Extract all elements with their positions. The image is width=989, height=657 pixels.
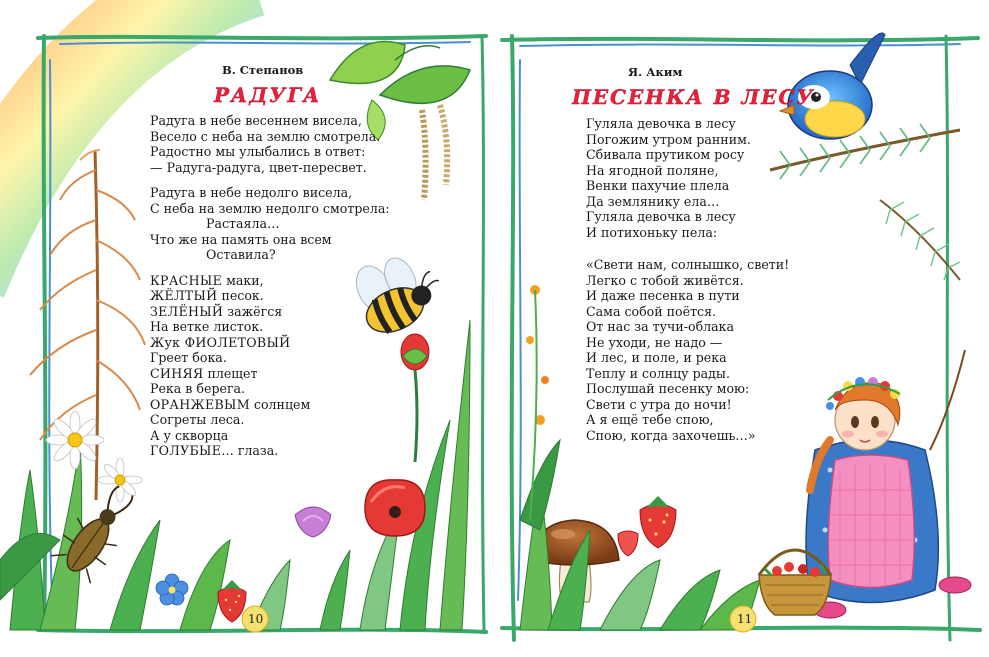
poem-line: Согреты леса. bbox=[150, 412, 245, 427]
left-poem-body bbox=[150, 113, 390, 459]
poem-line: Радуга в небе недолго висела, bbox=[150, 185, 353, 200]
poem-line: И лес, и поле, и река bbox=[586, 350, 727, 365]
poem-line: Весело с неба на землю смотрела. bbox=[150, 128, 381, 144]
poem-line: — Радуга-радуга, цвет-пересвет. bbox=[150, 159, 367, 175]
right-author: Я. Аким bbox=[628, 65, 683, 79]
poem-line: ГОЛУБЫЕ… глаза. bbox=[150, 443, 279, 458]
poem-line: Растаяла… bbox=[206, 216, 280, 231]
poem-line: Погожим утром ранним. bbox=[586, 131, 751, 147]
poem-line: Свети с утра до ночи! bbox=[586, 396, 732, 412]
poem-line: От нас за тучи-облака bbox=[586, 319, 735, 334]
poem-line: ОРАНЖЕВЫМ солнцем bbox=[150, 396, 311, 412]
poem-line: Послушай песенку мою: bbox=[586, 381, 750, 396]
poem-line: На ягодной поляне, bbox=[586, 162, 719, 178]
poem-line: Сбивала прутиком росу bbox=[586, 147, 745, 162]
poem-line: Теплу и солнцу рады. bbox=[586, 365, 730, 381]
left-author: В. Степанов bbox=[222, 63, 304, 77]
poem-line: Гуляла девочка в лесу bbox=[586, 209, 736, 224]
poem-line: Оставила? bbox=[206, 247, 276, 262]
page-number-left: 10 bbox=[248, 612, 264, 626]
sweet-pea-illustration bbox=[295, 507, 331, 537]
poem-line: Сама собой поётся. bbox=[586, 303, 717, 319]
poem-line: ЖЁЛТЫЙ песок. bbox=[150, 288, 264, 303]
spruce-branch-illustration bbox=[770, 124, 960, 280]
strawberry-illustration-2 bbox=[640, 496, 676, 548]
poem-line: СИНЯЯ плещет bbox=[150, 365, 258, 381]
poem-line: Что же на память она всем bbox=[150, 231, 332, 247]
poem-line: Греет бока. bbox=[150, 350, 227, 365]
right-poem-title: ПЕСЕНКА В ЛЕСУ bbox=[572, 85, 815, 109]
poem-line: И даже песенка в пути bbox=[586, 288, 740, 303]
poem-line: Река в берега. bbox=[150, 381, 246, 396]
poem-line: Радостно мы улыбались в ответ: bbox=[150, 144, 366, 159]
poem-line: Жук ФИОЛЕТОВЫЙ bbox=[150, 334, 291, 350]
poem-line: А я ещё тебе спою, bbox=[586, 412, 714, 427]
forget-me-not-illustration bbox=[156, 574, 188, 605]
poem-line: Гуляла девочка в лесу bbox=[586, 116, 736, 131]
poem-line: Спою, когда захочешь…» bbox=[586, 427, 756, 443]
poem-line: Да землянику ела… bbox=[586, 193, 720, 209]
left-poem-title: РАДУГА bbox=[214, 83, 322, 107]
poem-line: Легко с тобой живётся. bbox=[586, 272, 744, 288]
poem-line: А у скворца bbox=[150, 427, 229, 443]
poem-line: С неба на землю недолго смотрела: bbox=[150, 200, 390, 216]
poem-line: КРАСНЫЕ маки, bbox=[150, 272, 264, 288]
poem-line: Радуга в небе весеннем висела, bbox=[150, 113, 362, 128]
poppy-bud-illustration bbox=[401, 334, 429, 462]
poem-line: Венки пахучие плела bbox=[586, 178, 730, 193]
page-number-right: 11 bbox=[737, 612, 753, 626]
daisy-illustration-2 bbox=[98, 458, 142, 502]
poem-line: ЗЕЛЁНЫЙ зажёгся bbox=[150, 303, 283, 319]
poem-line: И потихоньку пела: bbox=[586, 224, 718, 240]
daisy-illustration bbox=[46, 411, 104, 469]
strawberry-illustration bbox=[218, 580, 246, 622]
poppy-flower-illustration bbox=[365, 480, 425, 536]
poem-line: На ветке листок. bbox=[150, 319, 264, 334]
strawberry-illustration-3 bbox=[618, 531, 638, 556]
poem-line: Не уходи, не надо — bbox=[586, 334, 723, 350]
right-poem-body bbox=[586, 116, 789, 443]
poem-line: «Свети нам, солнышко, свети! bbox=[586, 257, 790, 272]
